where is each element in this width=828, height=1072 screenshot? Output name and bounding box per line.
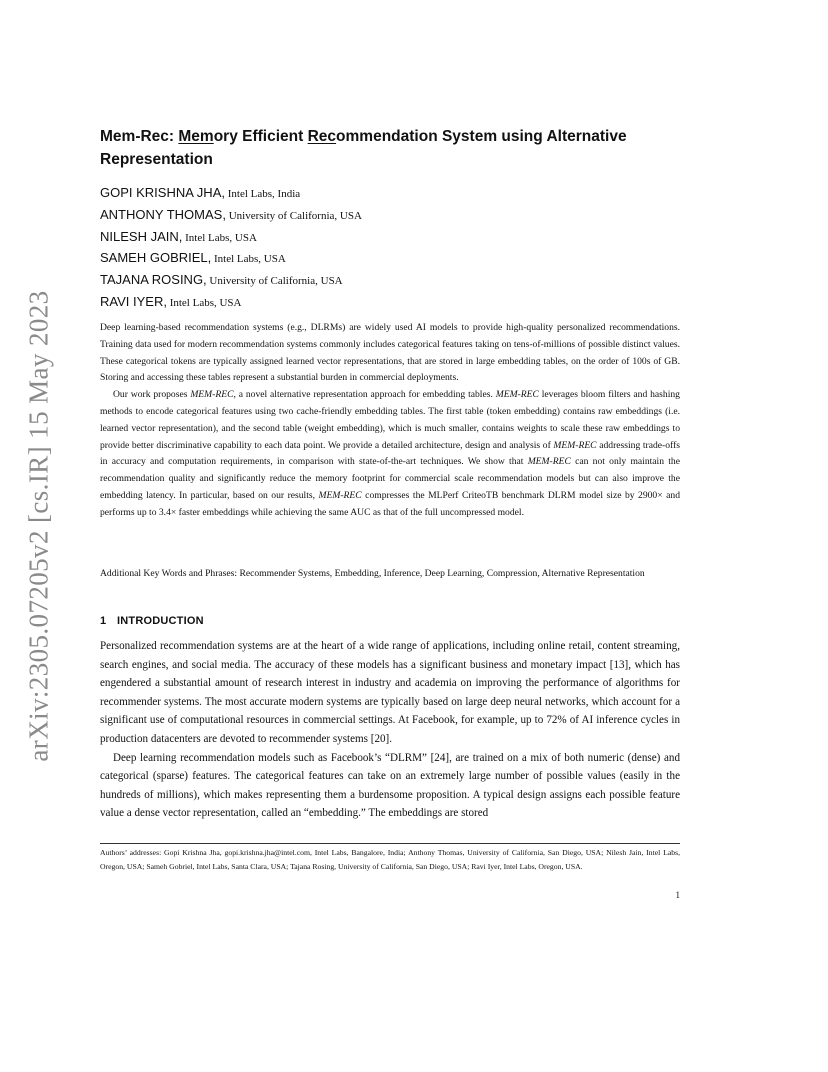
author-entry [100, 182, 680, 204]
method-name: MEM-REC [495, 389, 539, 401]
abstract-paragraph-1: Deep learning-based recommendation systems (e.g., DLRMs) are widely used AI models to provide high-quality personalized recommendations. Training data used for modern recommendation systems commonly includes categorical features taking on tens-of-millions of possible distinct values. These categorical tokens are typically assigned learned vector representations, that are stored in large embedding tables, on the order of 100s of GB. Storing and accessing these tables represent a substantial burden in commercial deployments. [100, 322, 680, 384]
author-entry [100, 204, 680, 226]
keywords: Additional Key Words and Phrases: Recommender Systems, Embedding, Inference, Deep Learning, Compression, Alternative Representation [100, 568, 645, 579]
arxiv-identifier: arXiv:2305.07205v2 [cs.IR] 15 May 2023 [23, 290, 54, 762]
method-name: MEM-REC [553, 439, 597, 451]
author-name: NILESH JAIN, [100, 228, 183, 244]
title-underlined-rec: Rec [307, 128, 337, 145]
author-addresses-footnote: Authors’ addresses: Gopi Krishna Jha, gopi.krishna.jha@intel.com, Intel Labs, Bangalore, India; Anthony Thomas, University of California, San Diego, USA; Nilesh Jain, Intel Labs, Oregon, USA; Sameh Gobriel, Intel Labs, Santa Clara, USA; Tajana Rosing, University of California, San Diego, USA; Ravi Iyer, Intel Labs, Oregon, USA. [100, 848, 680, 871]
author-affiliation: Intel Labs, USA [211, 253, 286, 266]
author-name: SAMEH GOBRIEL, [100, 250, 212, 266]
abstract-paragraph-2: Our work proposes MEM-REC, a novel alternative representation approach for embedding tables. MEM-REC leverages bloom filters and hashing methods to encode categorical features using two cache-friendly embedding tables. The first table (token embedding) contains raw embeddings (i.e. learned vector representation), and the second table (weight embedding), which is much smaller, contains weights to scale these raw embeddings to provide better discriminative capability to each data point. We provide a detailed architecture, design and analysis of MEM-REC addressing trade-offs in accuracy and computation requirements, in comparison with state-of-the-art techniques. We show that MEM-REC can not only maintain the recommendation quality and significantly reduce the memory footprint for commercial scale recommendation models but can also improve the embedding latency. In particular, based on our results, MEM-REC compresses the MLPerf CriteoTB benchmark DLRM model size by 2900× and performs up to 3.4× faster embeddings while achieving the same AUC as that of the full uncompressed model. [100, 389, 680, 518]
title-text-1: Mem-Rec: [100, 128, 179, 145]
author-affiliation: Intel Labs, India [224, 188, 301, 200]
author-list [100, 182, 680, 313]
section-number: 1 [100, 615, 107, 627]
intro-paragraph-2: Deep learning recommendation models such as Facebook’s “DLRM” [24], are trained on a mix of both numeric (dense) and categorical (sparse) features. The categorical features can take on an extremely large number of possible values (easily in the hundreds of millions), which makes representing them a burdensome proposition. A typical design assigns each possible feature value a dense vector representation, called an “embedding.” The embeddings are stored [100, 751, 680, 820]
author-name: TAJANA ROSING, [100, 272, 207, 288]
author-name: RAVI IYER, [100, 293, 167, 309]
author-name: ANTHONY THOMAS, [100, 206, 226, 222]
method-name: MEM-REC [527, 456, 571, 468]
author-affiliation: Intel Labs, USA [166, 296, 242, 309]
section-title: INTRODUCTION [117, 615, 204, 627]
intro-paragraph-1: Personalized recommendation systems are at the heart of a wide range of applications, including online retail, content streaming, search engines, and social media. The accuracy of these models has a significant business and monetary impact [13], which has engendered a substantial amount of research interest in industry and academia on improving the performance of algorithms for recommender systems. The most accurate modern systems are typically based on large deep neural networks, which account for a significant use of computational resources in commercial settings. At Facebook, for example, up to 72% of AI inference cycles in production datacenters are devoted to recommender systems [20]. [100, 640, 680, 745]
author-entry [100, 226, 680, 248]
method-name: MEM-REC [190, 389, 234, 401]
author-affiliation: University of California, USA [206, 275, 343, 288]
arxiv-sidebar-stamp [20, 286, 58, 766]
author-affiliation: Intel Labs, USA [182, 231, 257, 244]
title-underlined-mem: Mem [178, 128, 214, 145]
author-affiliation: University of California, USA [225, 209, 362, 222]
author-entry [100, 247, 680, 269]
paper-title [100, 125, 680, 171]
section-heading-introduction [100, 612, 204, 630]
introduction-body [100, 637, 680, 823]
author-entry [100, 291, 680, 313]
method-name: MEM-REC [318, 489, 362, 501]
author-name: GOPI KRISHNA JHA, [100, 185, 225, 200]
author-entry [100, 269, 680, 291]
abstract [100, 320, 680, 522]
title-text-2: ory Efficient [213, 128, 308, 145]
page-number: 1 [675, 890, 680, 900]
title-text-3: ommendation System using Alternative Representation [100, 128, 627, 168]
footnote-divider [100, 843, 680, 844]
